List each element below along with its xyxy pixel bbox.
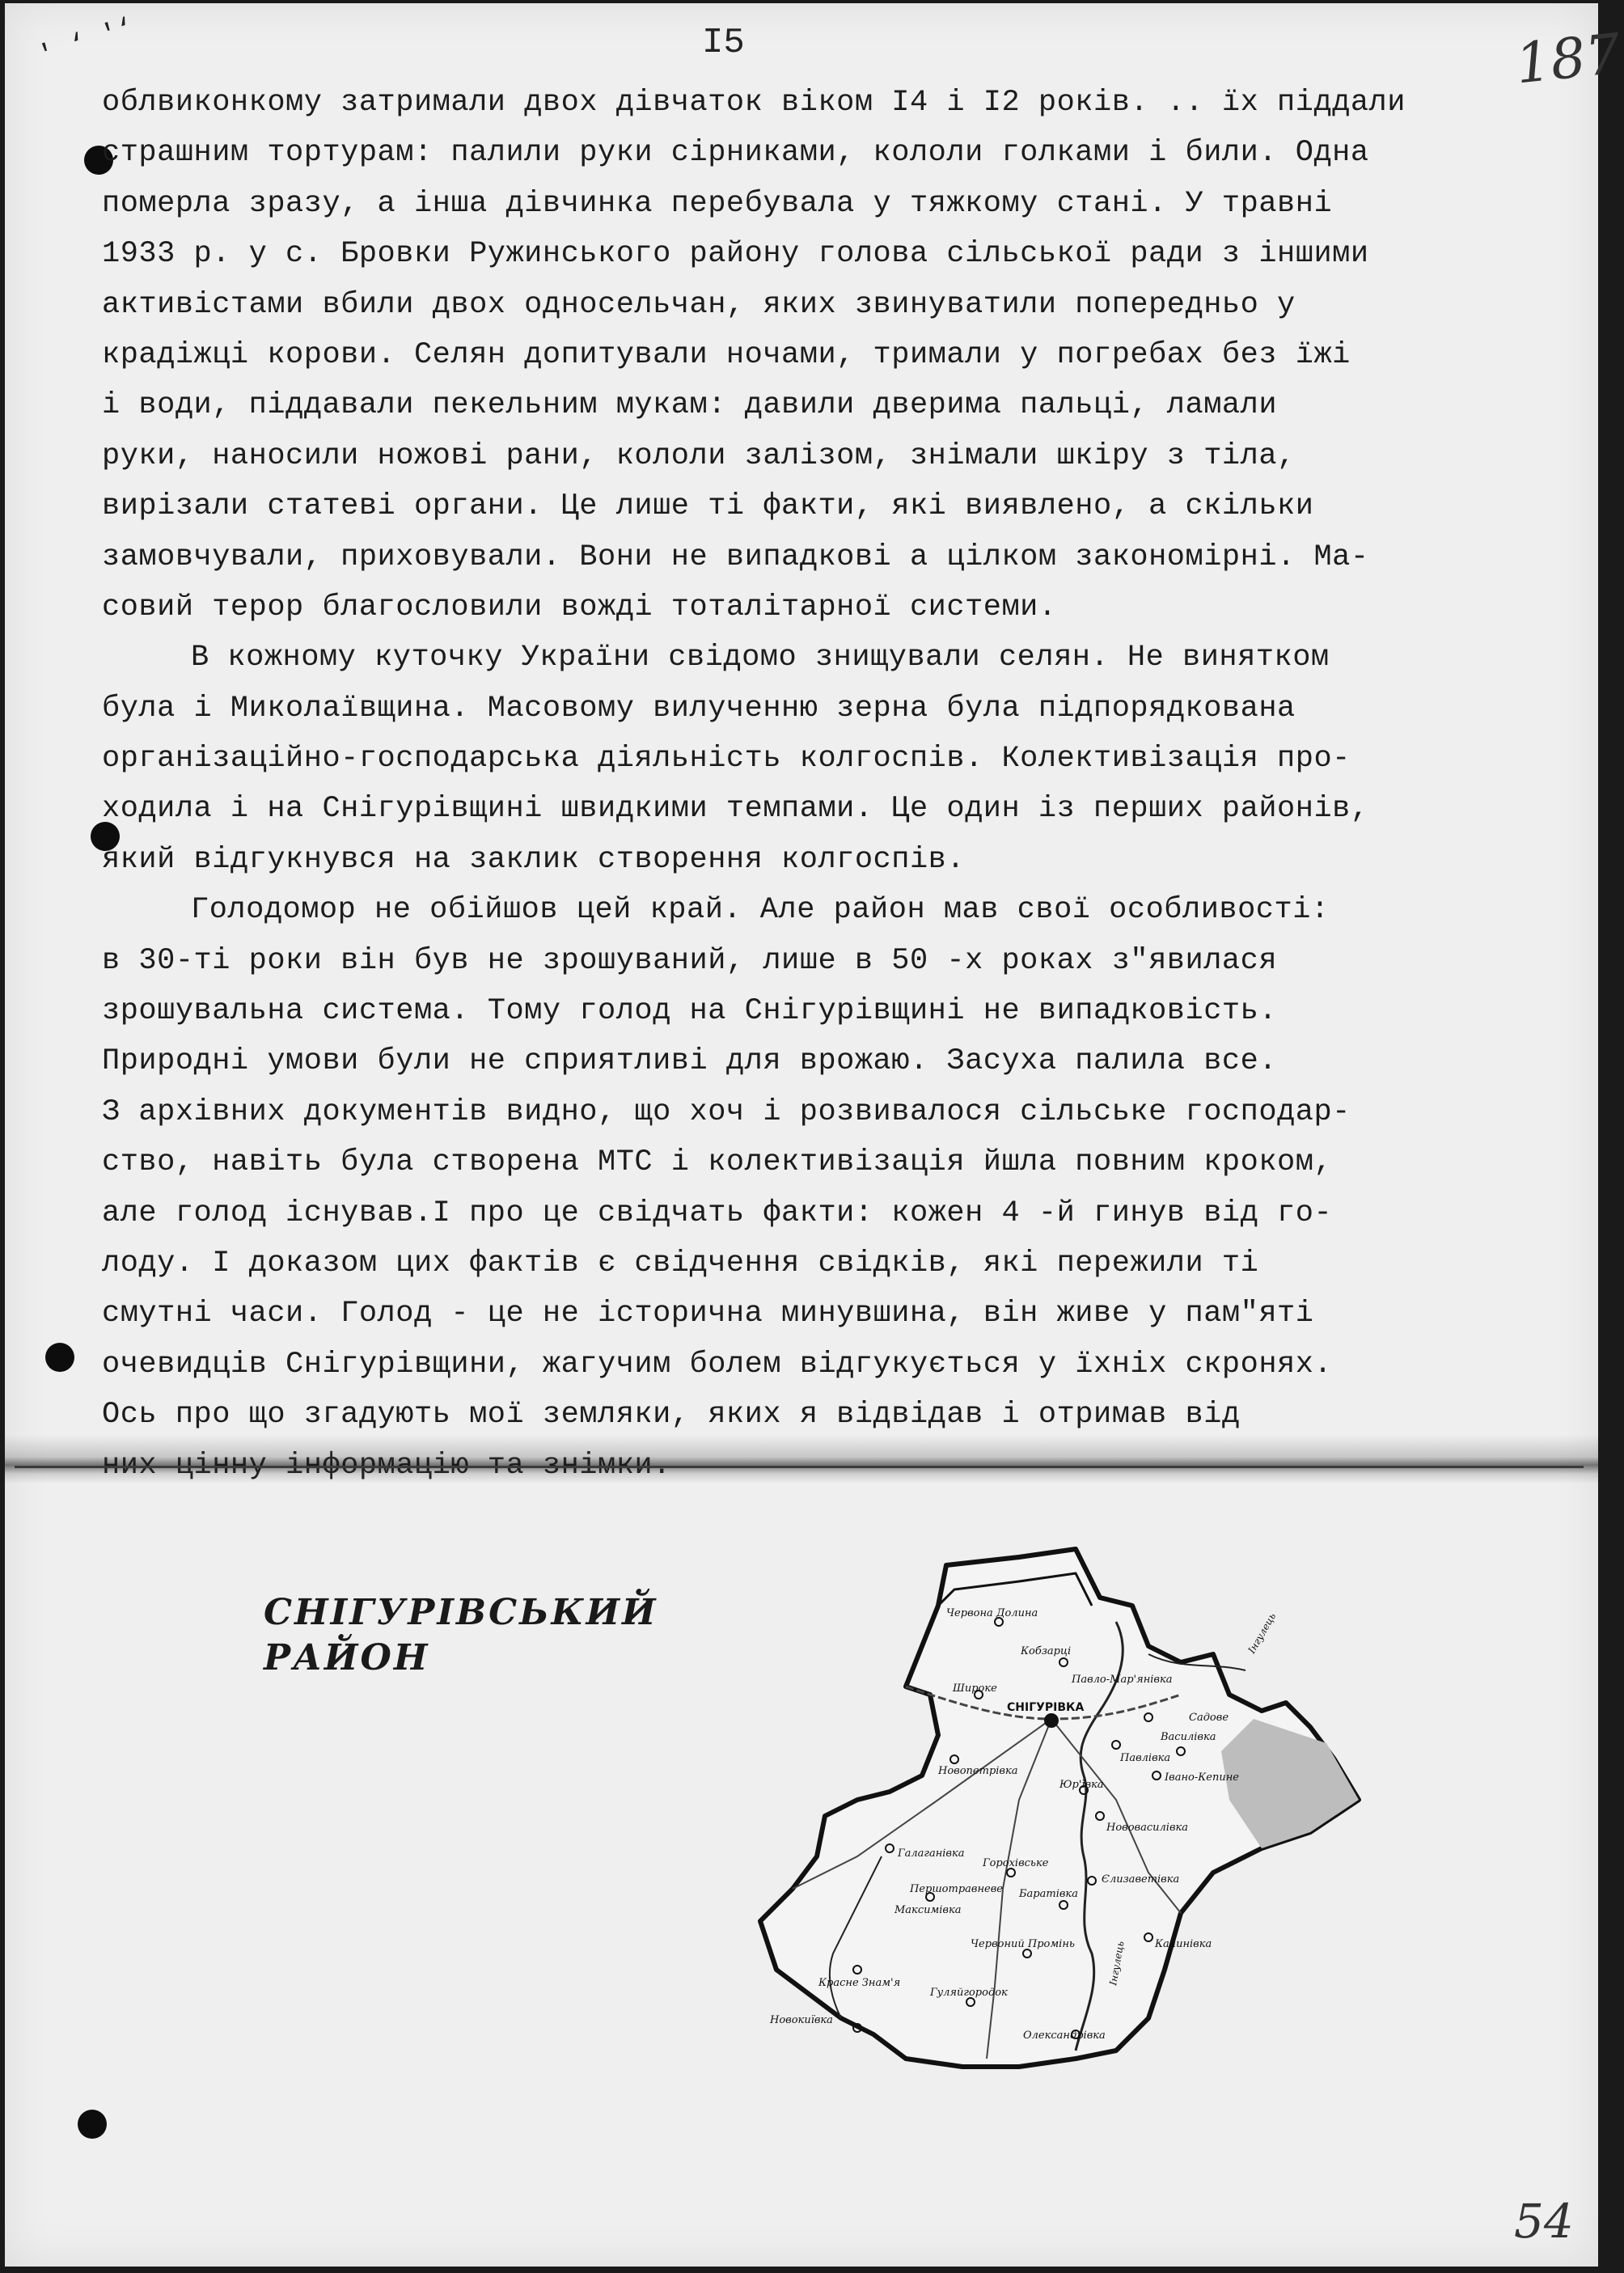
district-map [696,1533,1407,2131]
text-line: Голодомор не обійшов цей край. Але район мав свої особливості: [191,893,1330,928]
map-label-huliaihorodok: Гуляйгородок [930,1987,1008,1999]
text-line: зрошувальна система. Тому голод на Снігурівщині не випадковість. [102,994,1278,1029]
document-body-text [102,78,1533,1491]
text-line: і води, піддавали пекельним мукам: давили дверима пальці, ламали [102,388,1278,423]
text-line: замовчували, приховували. Вони не випадкові а цілком закономірні. Ма- [102,540,1369,574]
map-label-baratiivka: Баратівка [1019,1888,1078,1900]
map-label-novovasylivka: Нововасилівка [1106,1822,1189,1834]
map-label-yelyzavetivka: Єлизаветівка [1102,1873,1180,1886]
map-label-kobzartsi: Кобзарці [1021,1645,1072,1657]
map-label-vasylivka: Василівка [1161,1731,1216,1743]
map-title [264,1590,658,1681]
corner-marks: ' ‘ '‘ [35,13,139,73]
map-title-line-1: СНІГУРІВСЬКИЙ [264,1592,658,1633]
map-label-horokhivske: Горохівське [983,1857,1049,1869]
text-line: була і Миколаївщина. Масовому вилученню зерна була підпорядкована [102,691,1296,726]
map-label-koselivka: Галаганівка [898,1848,965,1860]
map-label-chervona-dolyna: Червона Долина [946,1607,1038,1619]
map-label-sadove: Садове [1189,1712,1229,1724]
map-label-pershotravneve: Першотравневе [910,1883,1003,1895]
river-label-south: Інгулець [1107,1940,1127,1987]
text-line: лоду. І доказом цих фактів є свідчення свідків, які пережили ті [102,1246,1259,1280]
text-line: страшним тортурам: палили руки сірниками, кололи голками і били. Одна [102,136,1369,171]
text-line: Ось про що згадують мої земляки, яких я відвідав і отримав від [102,1398,1241,1433]
text-line: померла зразу, а інша дівчинка перебувала у тяжкому стані. У травні [102,186,1333,221]
map-label-shyroke: Широке [953,1683,997,1695]
text-line: очевидців Снігурівщини, жагучим болем відгукується у їхніх скронях. [102,1347,1333,1382]
punch-hole-4 [78,2110,107,2139]
text-line: облвиконкому затримали двох дівчаток віком I4 і I2 років. .. їх піддали [102,86,1406,120]
river-label-north: Інгулець [1245,1611,1279,1656]
text-line: Природні умови були не сприятливі для врожаю. Засуха палила все. [102,1044,1278,1079]
map-label-novokyivka: Новокиївка [770,2014,833,2026]
text-line: В кожному куточку України свідомо знищували селян. Не винятком [191,641,1330,675]
text-line: який відгукнувся на заклик створення колгоспів. [102,842,966,877]
map-label-yurivka: Юр'ївка [1059,1779,1104,1791]
text-line: ство, навіть була створена МТС і колективізація йшла повним кроком, [102,1145,1333,1180]
map-label-kalynivka: Калинівка [1155,1938,1212,1950]
text-line: в 30-ті роки він був не зрошуваний, лише в 50 -х роках з"явилася [102,943,1278,978]
text-line: З архівних документів видно, що хоч і розвивалося сільське господар- [102,1094,1351,1129]
text-line: вирізали статеві органи. Це лише ті факти, які виявлено, а скільки [102,489,1314,524]
map-title-line-2: РАЙОН [264,1637,430,1678]
punch-hole-3 [45,1343,74,1372]
map-label-oleksandrivka: Олександрівка [1023,2030,1106,2042]
photocopy-edge-band [5,1435,1598,1484]
map-label-novopetrivka: Новопетрівка [938,1765,1018,1777]
map-label-snihurivka: СНІГУРІВКА [1007,1701,1085,1714]
sheet-number: 54 [1514,2194,1574,2249]
map-label-ivano-kepyne: Івано-Кепине [1165,1771,1239,1784]
text-line: совий терор благословили вожді тоталітарної системи. [102,590,1057,624]
map-label-pavlo-marianivka: Павло-Мар'янівка [1072,1674,1173,1686]
page-number: I5 [702,23,745,63]
photocopy-edge-line [15,1466,1584,1468]
text-line: активістами вбили двох односельчан, яких звинуватили попередньо у [102,287,1296,322]
text-line: смутні часи. Голод - це не історична минувшина, він живе у пам"яті [102,1297,1314,1331]
text-line: організаційно-господарська діяльність колгоспів. Колективізація про- [102,742,1351,777]
map-label-maksymivka: Максимівка [894,1904,962,1916]
text-line: крадіжці корови. Селян допитували ночами, тримали у погребах без їжі [102,337,1351,372]
text-line: руки, наносили ножові рани, кололи залізом, знімали шкіру з тіла, [102,438,1296,473]
archive-folio-number: 187 [1512,22,1624,97]
map-label-pavlivka: Павлівка [1120,1752,1171,1764]
map-label-chervonyi-promin: Червоний Промінь [971,1938,1075,1950]
map-label-krasne-znamia: Красне Знам'я [818,1977,901,1989]
text-line: але голод існував.І про це свідчать факти: кожен 4 -й гинув від го- [102,1196,1333,1230]
text-line: ходила і на Снігурівщині швидкими темпами. Це один із перших районів, [102,792,1369,827]
text-line: 1933 р. у с. Бровки Ружинського району голова сільської ради з іншими [102,237,1369,272]
